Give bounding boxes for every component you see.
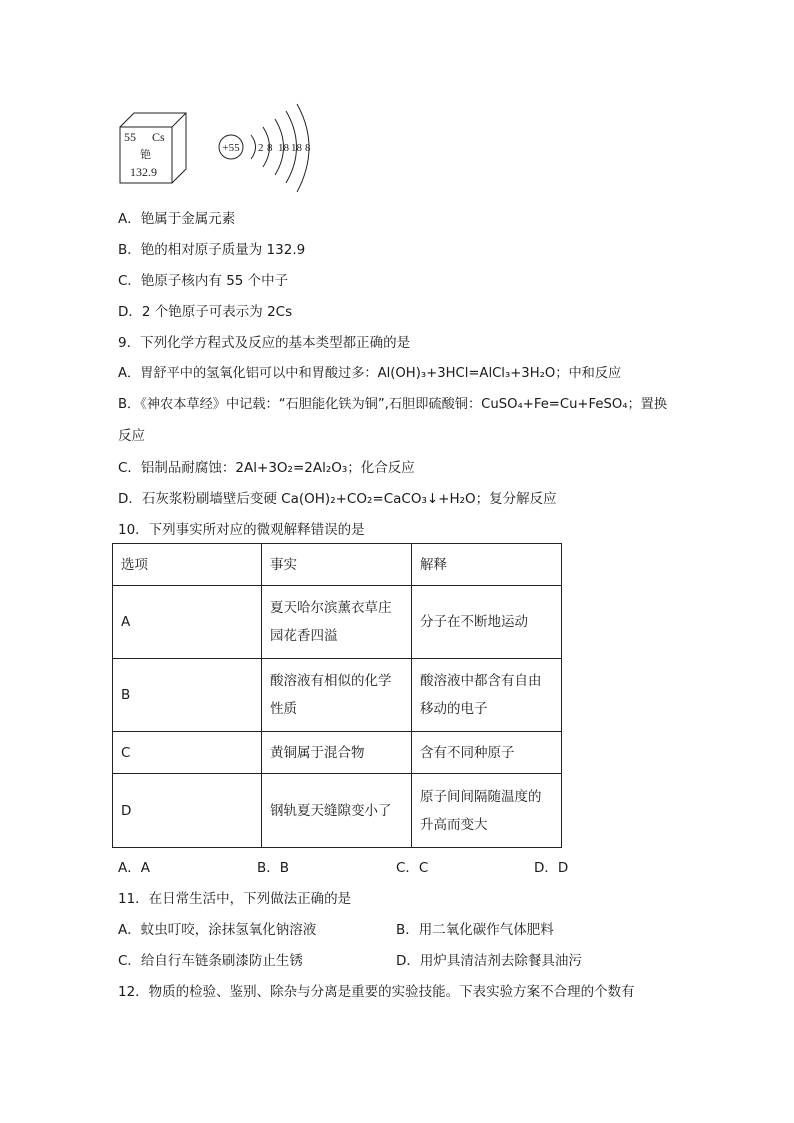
q8-option-c: C．铯原子核内有 55 个中子 [118, 273, 289, 289]
table-header-row [113, 544, 562, 586]
q10-answer-d: D．D [534, 860, 569, 876]
row-explanation: 酸溶液中都含有自由移动的电子 [412, 659, 562, 732]
q8-option-d: D．2 个铯原子可表示为 2Cs [118, 304, 293, 320]
q9-option-c: C．铝制品耐腐蚀：2Al+3O₂=2Al₂O₃；化合反应 [118, 460, 415, 476]
q11-option-d: D．用炉具清洁剂去除餐具油污 [396, 953, 582, 969]
q11-option-c: C．给自行车链条刷漆防止生锈 [118, 953, 303, 969]
row-fact: 钢轨夏天缝隙变小了 [262, 774, 412, 848]
q9-option-b: B．《神农本草经》中记载：“石胆能化铁为铜”,石胆即硫酸铜：CuSO₄+Fe=Cu+FeSO₄；置换 [118, 397, 668, 412]
table-row [113, 774, 562, 848]
header-explanation: 解释 [412, 544, 562, 586]
row-explanation: 分子在不断地运动 [412, 586, 562, 659]
element-number: 55 [124, 130, 136, 144]
q9-option-d: D．石灰浆粉刷墙壁后变硬 Ca(OH)₂+CO₂=CaCO₃↓+H₂O；复分解反应 [118, 491, 557, 507]
q10-answer-c: C．C [396, 860, 429, 876]
row-option: C [113, 732, 262, 774]
nucleus-charge: +55 [222, 142, 240, 154]
q11-stem: 11．在日常生活中，下列做法正确的是 [118, 891, 352, 907]
row-option: A [113, 586, 262, 659]
table-row [113, 732, 562, 774]
cesium-figure [118, 103, 323, 195]
header-option: 选项 [113, 544, 262, 586]
q10-table [112, 543, 562, 848]
q10-stem: 10．下列事实所对应的微观解释错误的是 [118, 522, 365, 538]
row-option: B [113, 659, 262, 732]
shell-count-3: 18 [278, 142, 289, 154]
shell-count-5: 8 [305, 142, 311, 154]
element-name: 铯 [140, 148, 151, 161]
element-mass: 132.9 [130, 165, 157, 179]
header-fact: 事实 [262, 544, 412, 586]
q10-answer-a: A．A [118, 860, 150, 876]
row-option: D [113, 774, 262, 848]
row-fact: 夏天哈尔滨薰衣草庄园花香四溢 [262, 586, 412, 659]
q8-option-a: A．铯属于金属元素 [118, 211, 236, 227]
row-explanation: 原子间间隔随温度的升高而变大 [412, 774, 562, 848]
table-row [113, 659, 562, 732]
row-fact: 酸溶液有相似的化学性质 [262, 659, 412, 732]
q11-option-b: B．用二氧化碳作气体肥料 [396, 922, 554, 938]
row-explanation: 含有不同种原子 [412, 732, 562, 774]
shell-count-2: 8 [267, 142, 273, 154]
row-fact: 黄铜属于混合物 [262, 732, 412, 774]
q11-option-a: A．蚊虫叮咬，涂抹氢氧化钠溶液 [118, 922, 317, 938]
q9-stem: 9．下列化学方程式及反应的基本类型都正确的是 [118, 335, 411, 351]
q9-option-a: A．胃舒平中的氢氧化铝可以中和胃酸过多：Al(OH)₃+3HCl=AlCl₃+3H₂O；中和反应 [118, 366, 622, 381]
shell-count-1: 2 [258, 142, 264, 154]
q10-answer-b: B．B [257, 860, 290, 876]
element-symbol: Cs [152, 130, 165, 144]
q8-option-b: B．铯的相对原子质量为 132.9 [118, 242, 306, 258]
table-row [113, 586, 562, 659]
shell-count-4: 18 [291, 142, 302, 154]
q12-stem: 12．物质的检验、鉴别、除杂与分离是重要的实验技能。下表实验方案不合理的个数有 [118, 984, 635, 1000]
q9-option-b-continued: 反应 [118, 428, 145, 444]
